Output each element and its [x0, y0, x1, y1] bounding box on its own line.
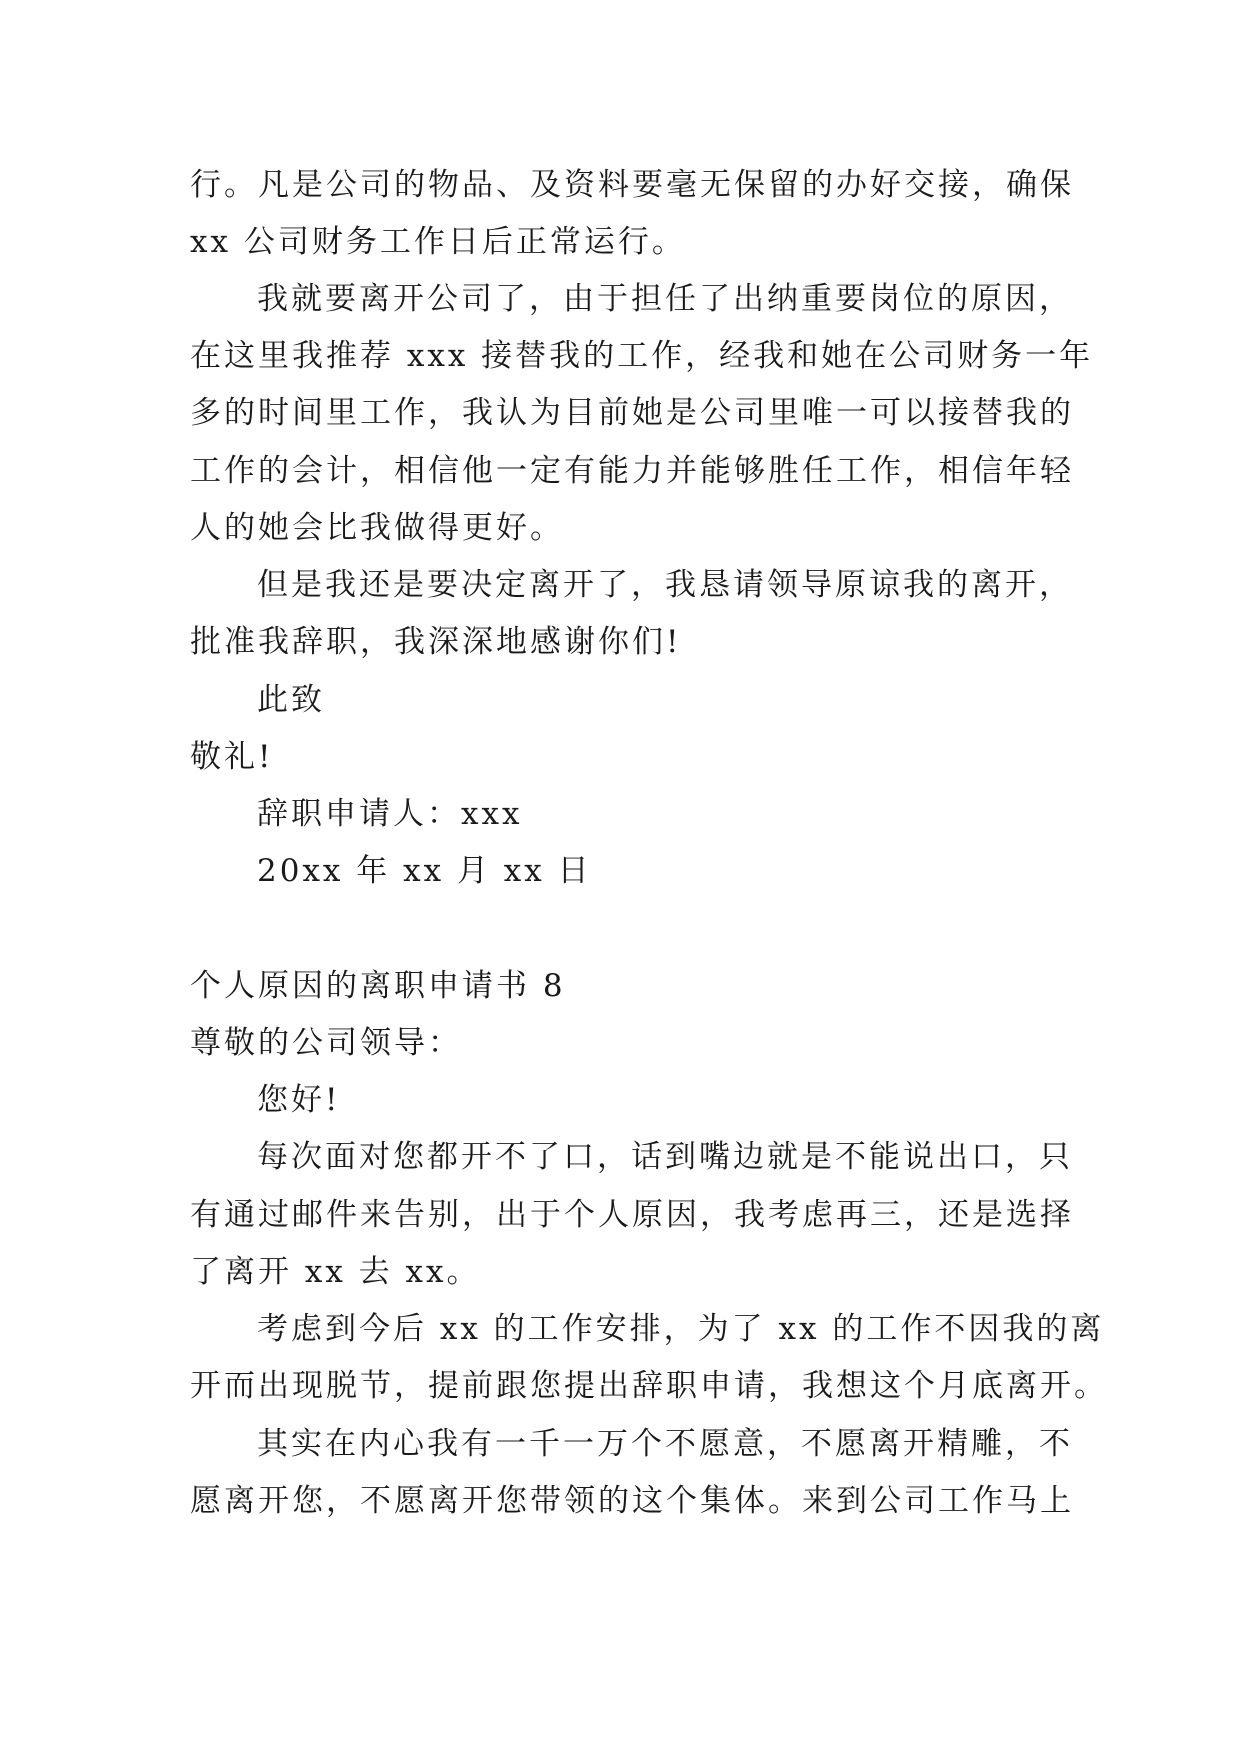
text-line: 多的时间里工作，我认为目前她是公司里唯一可以接替我的	[190, 395, 1074, 431]
text-line: 批准我辞职，我深深地感谢你们!	[190, 624, 682, 660]
salutation-closing: 敬礼!	[190, 739, 274, 775]
section-heading: 个人原因的离职申请书 8	[190, 968, 566, 1004]
paragraph-start: 但是我还是要决定离开了，我恳请领导原谅我的离开，	[257, 567, 1073, 603]
closing-phrase: 此致	[257, 682, 325, 718]
paragraph-start: 每次面对您都开不了口，话到嘴边就是不能说出口，只	[257, 1139, 1073, 1175]
date-line: 20xx 年 xx 月 xx 日	[257, 853, 592, 889]
text-line: 了离开 xx 去 xx。	[190, 1254, 481, 1290]
paragraph-start: 其实在内心我有一千一万个不愿意，不愿离开精雕，不	[257, 1426, 1073, 1462]
text-line: 工作的会计，相信他一定有能力并能够胜任工作，相信年轻	[190, 453, 1074, 489]
text-line: xx 公司财务工作日后正常运行。	[190, 224, 686, 260]
text-line: 愿离开您，不愿离开您带领的这个集体。来到公司工作马上	[190, 1483, 1074, 1519]
greeting-hello: 您好!	[257, 1082, 341, 1118]
paragraph-start: 我就要离开公司了，由于担任了出纳重要岗位的原因，	[257, 281, 1073, 317]
greeting: 尊敬的公司领导：	[190, 1025, 462, 1061]
text-line: 人的她会比我做得更好。	[190, 510, 564, 546]
paragraph-start: 考虑到今后 xx 的工作安排，为了 xx 的工作不因我的离	[257, 1311, 1105, 1347]
text-line: 有通过邮件来告别，出于个人原因，我考虑再三，还是选择	[190, 1197, 1074, 1233]
text-line: 开而出现脱节，提前跟您提出辞职申请，我想这个月底离开。	[190, 1368, 1108, 1404]
signature-line: 辞职申请人：xxx	[257, 796, 523, 832]
text-line: 行。凡是公司的物品、及资料要毫无保留的办好交接，确保	[190, 167, 1074, 203]
text-line: 在这里我推荐 xxx 接替我的工作，经我和她在公司财务一年	[190, 338, 1094, 374]
